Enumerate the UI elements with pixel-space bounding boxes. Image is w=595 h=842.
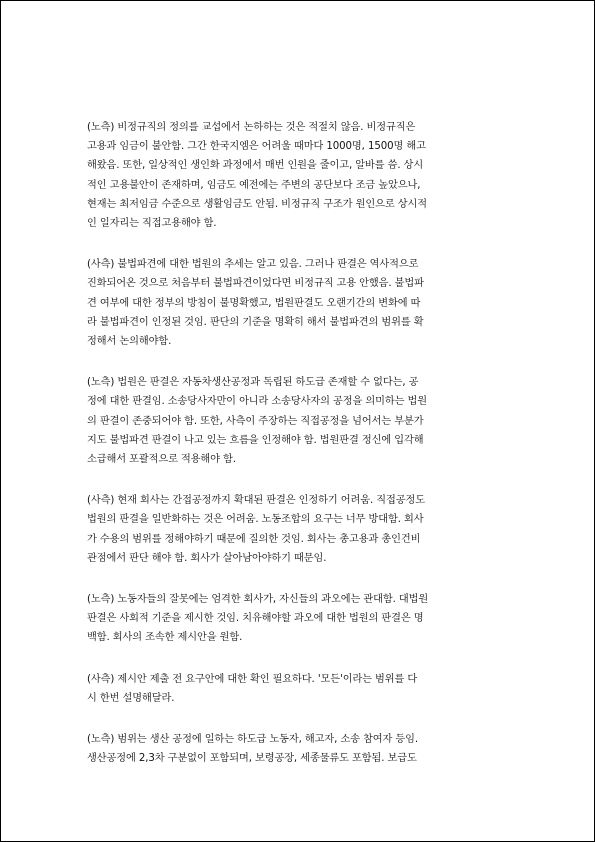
document-body [87, 118, 515, 790]
paragraph-management-1 [87, 255, 515, 351]
text-line: 판결은 사회적 기준을 제시한 것임. 치유해야할 과오에 대한 법원의 판결은 명 [87, 613, 424, 625]
text-line: 견 여부에 대한 정부의 방침이 불명확했고, 법원판결도 오랜기간의 변화에 따 [87, 297, 421, 309]
text-line: 해왔음. 또한, 일상적인 생인화 과정에서 매번 인원을 줄이고, 알바를 씀. 상시 [87, 160, 424, 172]
text-line: (노측) 비정규직의 정의를 교섭에서 논하하는 것은 적절치 않음. 비정규직은 [87, 122, 416, 133]
text-line: (노측) 법원은 판결은 자동차생산공정과 독립된 하도급 존재할 수 없다는, 공 [87, 377, 419, 389]
text-line: 법원의 판결을 일반화하는 것은 어려움. 노동조합의 요구는 너무 방대함. 회사 [87, 514, 424, 526]
text-line: 관점에서 판단 해야 함. 회사가 살아남아야하기 때문임. [87, 552, 327, 564]
text-line: 백함. 회사의 조속한 제시안을 원함. [87, 632, 243, 644]
paragraph-labor-2 [87, 373, 515, 469]
paragraph-labor-1 [87, 118, 515, 233]
text-line: 의 판결이 존중되어야 함. 또한, 사측이 주장하는 직접공정을 넘어서는 부분가 [87, 415, 424, 427]
text-line: (노측) 노동자들의 잘못에는 엄격한 회사가, 자신들의 과오에는 관대함. 대법원 [87, 594, 429, 606]
text-line: 지도 불법파견 판결이 나고 있는 흐름을 인정해야 함. 법원판결 정신에 입각해 [87, 434, 424, 446]
text-line: 진화되어온 것으로 처음부터 불법파견이었다면 비정규직 고용 안했음. 불법파 [87, 278, 424, 290]
text-line: 적인 고용불안이 존재하며, 임금도 예전에는 주변의 공단보다 조금 높았으나, [87, 179, 421, 191]
text-line: 인 일자리는 직접고용해야 함. [87, 218, 217, 230]
paragraph-labor-3 [87, 590, 515, 648]
text-line: 라 불법파견이 인정된 것임. 판단의 기준을 명확히 해서 불법파견의 범위를 확 [87, 316, 424, 328]
text-line: 생산공정에 2,3차 구분없이 포함되며, 보령공장, 세종물류도 포함됨. 보급도 [87, 753, 417, 765]
text-line: 시 한번 설명해달라. [87, 692, 175, 704]
paragraph-labor-4 [87, 730, 515, 768]
text-line: (노측) 범위는 생산 공정에 일하는 하도급 노동자, 해고자, 소송 참여자 등임. [87, 734, 419, 746]
text-line: 정에 대한 판결임. 소송당사자만이 아니라 소송당사자의 공정을 의미하는 법원 [87, 396, 427, 408]
text-line: 가 수용의 범위를 정해야하기 때문에 질의한 것임. 회사는 총고용과 총인건비 [87, 533, 421, 545]
text-line: 소급해서 포괄적으로 적용해야 함. [87, 454, 236, 466]
paragraph-management-3 [87, 670, 515, 708]
text-line: (사측) 현재 회사는 간접공정까지 확대된 판결은 인정하기 어려움. 직접공정도 [87, 495, 425, 507]
paragraph-management-2 [87, 491, 515, 568]
text-line: (사측) 불법파견에 대한 법원의 추세는 알고 있음. 그러나 판결은 역사적으로 [87, 259, 419, 271]
text-line: 현재는 최저임금 수준으로 생활임금도 안됨. 비정규직 구조가 원인으로 상시적 [87, 198, 427, 210]
text-line: 정해서 논의해야함. [87, 336, 172, 348]
text-line: (사측) 제시안 제출 전 요구안에 대한 확인 필요하다. '모든'이라는 범위를 다 [87, 673, 418, 685]
text-line: 고용과 임금이 불안함. 그간 한국지엠은 어려울 때마다 1000명, 1500명 해고 [87, 141, 426, 153]
